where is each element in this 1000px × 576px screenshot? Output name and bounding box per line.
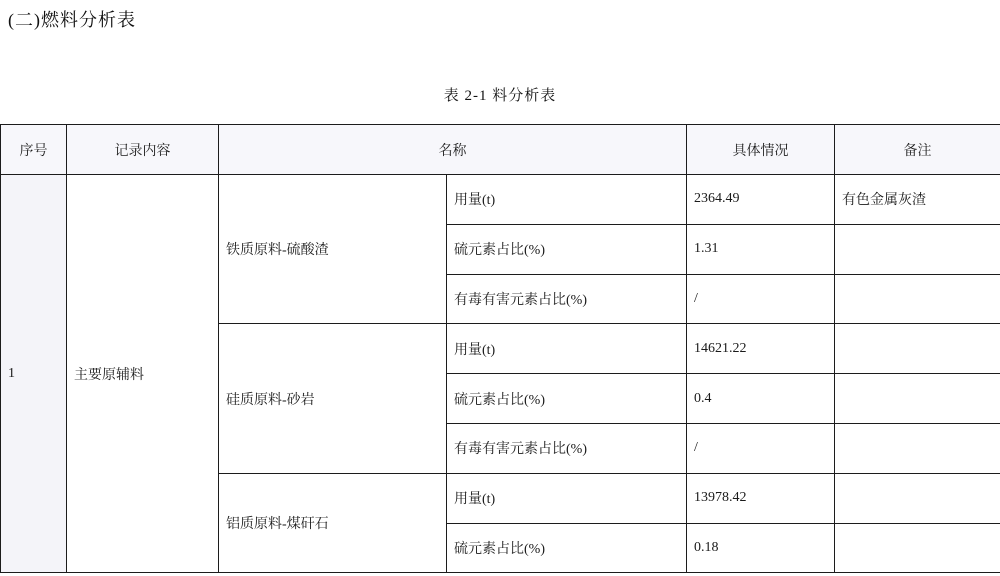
remark-cell — [835, 473, 1000, 523]
header-cell-name: 名称 — [219, 125, 687, 175]
param-cell: 硫元素占比(%) — [447, 224, 687, 274]
value-cell: 0.18 — [687, 523, 835, 573]
material-cell: 铁质原料-硫酸渣 — [219, 175, 447, 324]
param-cell: 有毒有害元素占比(%) — [447, 274, 687, 324]
param-cell: 有毒有害元素占比(%) — [447, 423, 687, 473]
remark-cell — [835, 423, 1000, 473]
remark-cell — [835, 274, 1000, 324]
param-cell: 用量(t) — [447, 324, 687, 374]
record-content-cell: 主要原辅料 — [67, 175, 219, 573]
section-title: (二)燃料分析表 — [8, 10, 136, 30]
remark-cell — [835, 324, 1000, 374]
header-cell-record: 记录内容 — [67, 125, 219, 175]
value-cell: / — [687, 274, 835, 324]
value-cell: 14621.22 — [687, 324, 835, 374]
remark-cell — [835, 374, 1000, 424]
index-cell: 1 — [1, 175, 67, 573]
value-cell: 1.31 — [687, 224, 835, 274]
value-cell: / — [687, 423, 835, 473]
remark-cell — [835, 224, 1000, 274]
value-cell: 13978.42 — [687, 473, 835, 523]
param-cell: 用量(t) — [447, 175, 687, 225]
param-cell: 硫元素占比(%) — [447, 374, 687, 424]
material-cell: 铝质原料-煤矸石 — [219, 473, 447, 573]
material-cell: 硅质原料-砂岩 — [219, 324, 447, 473]
header-cell-detail: 具体情况 — [687, 125, 835, 175]
table-row — [1, 175, 1000, 225]
value-cell: 0.4 — [687, 374, 835, 424]
table-caption: 表 2-1 料分析表 — [443, 88, 557, 104]
remark-cell: 有色金属灰渣 — [835, 175, 1000, 225]
header-cell-index: 序号 — [1, 125, 67, 175]
remark-cell — [835, 523, 1000, 573]
header-cell-remark: 备注 — [835, 125, 1000, 175]
value-cell: 2364.49 — [687, 175, 835, 225]
param-cell: 用量(t) — [447, 473, 687, 523]
fuel-analysis-table — [0, 124, 1000, 573]
table-header-row — [1, 125, 1000, 175]
param-cell: 硫元素占比(%) — [447, 523, 687, 573]
